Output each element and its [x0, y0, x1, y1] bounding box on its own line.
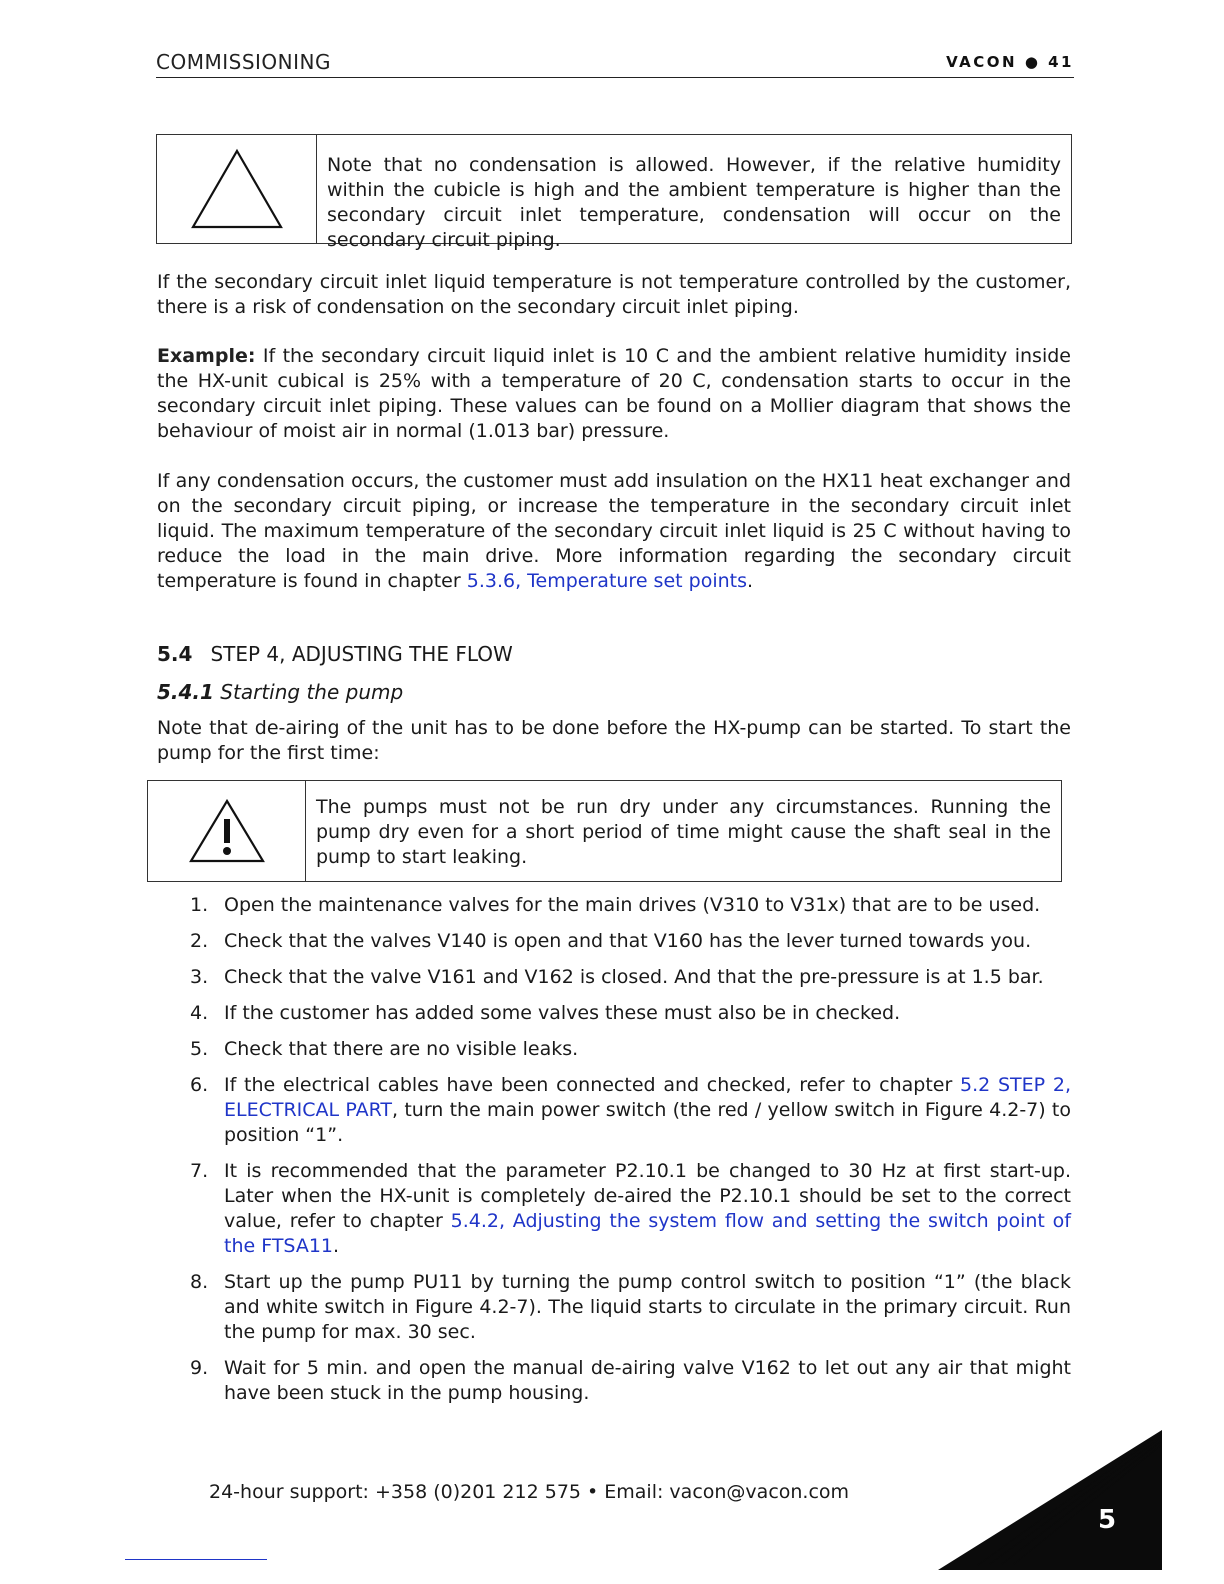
step-text: Check that the valves V140 is open and that V160 has the lever turned towards you.	[224, 930, 1032, 952]
condensation-note-box	[156, 134, 1072, 251]
list-item	[157, 1001, 1071, 1026]
step-text: If the customer has added some valves these must also be in checked.	[224, 1002, 901, 1024]
step-text: Wait for 5 min. and open the manual de-airing valve V162 to let out any air that might have been stuck in the pump housing.	[224, 1357, 1071, 1404]
section-title: STEP 4, ADJUSTING THE FLOW	[210, 642, 513, 666]
subsection-heading	[157, 680, 403, 704]
footer-support-contact: 24-hour support: +358 (0)201 212 575 • Email: vacon@vacon.com	[209, 1481, 850, 1503]
step-number: 8.	[190, 1271, 209, 1293]
step-text: Check that there are no visible leaks.	[224, 1038, 579, 1060]
paragraph-intro: Note that de-airing of the unit has to be done before the HX-pump can be started. To start the pump for the first time:	[157, 717, 1071, 764]
step-text-pre: It is recommended that the parameter P2.10.1 be changed to 30 Hz at first start-up. Later when the HX-unit is completely de-aired the P2.10.1 should be set to the correct value, refer to chapter	[224, 1160, 1071, 1232]
example-text: If the secondary circuit liquid inlet is 10 C and the ambient relative humidity inside the HX-unit cubical is 25% with a temperature of 20 C, condensation starts to occur in the secondary circuit inlet piping. These values can be found on a Mollier diagram that shows the behaviour of moist air in normal (1.013 bar) pressure.	[157, 345, 1071, 442]
step-text-post: , turn the main power switch (the red / yellow switch in Figure 4.2-7) to position “1”.	[224, 1099, 1072, 1146]
page-header	[156, 50, 1074, 78]
subsection-number: 5.4.1	[157, 680, 214, 704]
step-number: 7.	[190, 1160, 209, 1182]
dry-run-warning-text: The pumps must not be run dry under any circumstances. Running the pump dry even for a short period of time might cause the shaft seal in the pump to start leaking.	[316, 796, 1051, 868]
startup-steps-list	[157, 893, 1071, 1417]
link-adjusting-system-flow[interactable]: 5.4.2, Adjusting the system flow and setting the switch point of the FTSA11	[224, 1210, 1071, 1257]
section-heading	[157, 642, 513, 666]
insulation-tail: .	[746, 570, 754, 592]
step-number: 1.	[190, 894, 209, 916]
warning-icon-cell	[148, 781, 306, 881]
note-icon-cell	[157, 135, 317, 243]
paragraph-example	[157, 344, 1071, 444]
step-text-post: .	[333, 1235, 340, 1257]
warning-triangle-icon	[187, 147, 287, 231]
warning-exclamation-icon	[187, 797, 267, 865]
list-item	[157, 1037, 1071, 1062]
list-item	[157, 893, 1071, 918]
list-item	[157, 1356, 1071, 1406]
list-item	[157, 1270, 1071, 1345]
step-number: 9.	[190, 1357, 209, 1379]
dry-run-warning-box	[147, 780, 1062, 882]
header-brand-page-number: VACON ● 41	[946, 53, 1074, 71]
link-temperature-set-points[interactable]: 5.3.6, Temperature set points	[466, 570, 747, 592]
footer-divider	[125, 1559, 267, 1560]
insulation-text: If any condensation occurs, the customer must add insulation on the HX11 heat exchanger and on the secondary circuit piping, or increase the temperature in the secondary circuit inlet liquid. The maximum temperature of the secondary circuit inlet liquid is 25 C without having to reduce the load in the main drive. More information regarding the secondary circuit temperature is found in chapter	[157, 470, 1071, 592]
list-item	[157, 1159, 1071, 1259]
section-number: 5.4	[157, 642, 193, 666]
step-number: 4.	[190, 1002, 209, 1024]
paragraph-condensation-risk: If the secondary circuit inlet liquid temperature is not temperature controlled by the customer, there is a risk of condensation on the secondary circuit inlet piping.	[157, 271, 1071, 318]
subsection-title: Starting the pump	[213, 680, 404, 704]
link-step-2-electrical-part[interactable]: 5.2 STEP 2, ELECTRICAL PART	[224, 1074, 1071, 1121]
step-number: 6.	[190, 1074, 209, 1096]
step-number: 3.	[190, 966, 209, 988]
step-text: Open the maintenance valves for the main drives (V310 to V31x) that are to be used.	[224, 894, 1041, 916]
list-item	[157, 965, 1071, 990]
step-number: 5.	[190, 1038, 209, 1060]
step-text: Check that the valve V161 and V162 is closed. And that the pre-pressure is at 1.5 bar.	[224, 966, 1044, 988]
chapter-corner-tab	[938, 1430, 1162, 1570]
step-text: Start up the pump PU11 by turning the pump control switch to position “1” (the black and white switch in Figure 4.2-7). The liquid starts to circulate in the primary circuit. Run the pump for max. 30 sec.	[224, 1271, 1071, 1343]
chapter-number: 5	[1098, 1505, 1117, 1535]
paragraph-insulation	[157, 469, 1071, 594]
step-text-pre: If the electrical cables have been connected and checked, refer to chapter	[224, 1074, 961, 1096]
list-item	[157, 929, 1071, 954]
step-number: 2.	[190, 930, 209, 952]
condensation-note-text: Note that no condensation is allowed. However, if the relative humidity within the cubicle is high and the ambient temperature is higher than the secondary circuit inlet temperature, condensation will occur on the secondary circuit piping.	[327, 154, 1061, 251]
example-label: Example:	[157, 345, 256, 367]
header-section-title: COMMISSIONING	[156, 50, 331, 74]
list-item	[157, 1073, 1071, 1148]
